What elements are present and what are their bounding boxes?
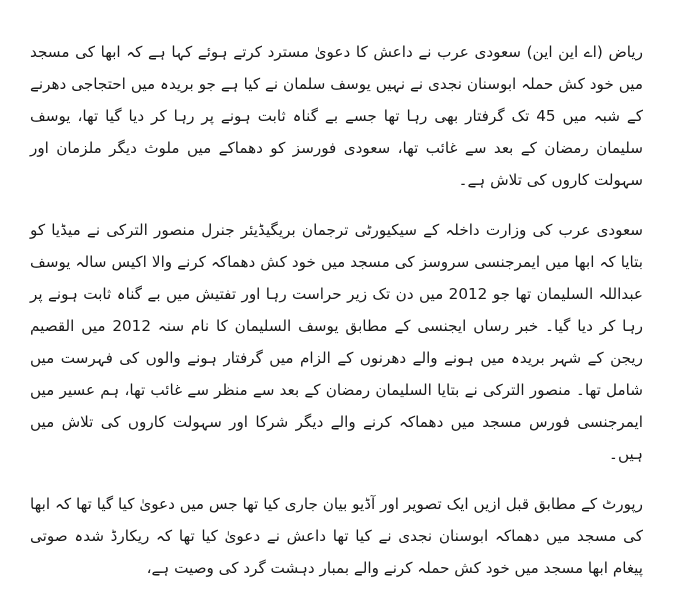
article-body (30, 36, 643, 602)
article-paragraph-2: سعودی عرب کی وزارت داخلہ کے سیکیورٹی ترجمان بریگیڈیئر جنرل منصور الترکی نے میڈیا کو بتایا کہ ابھا میں ایمرجنسی سروسز کی مسجد میں خود کش دھماکہ کرنے والا اکیس سالہ یوسف عبداللہ السلیمان تھا جو 2012 میں دن تک زیر حراست رہا اور تفتیش میں بے گناہ ثابت ہونے پر رہا کر دیا گیا۔ خبر رساں ایجنسی کے مطابق یوسف السلیمان کا نام سنہ 2012 میں القصیم ریجن کے شہر بریدہ میں ہونے والے دھرنوں کے الزام میں گرفتار ہونے والوں کی فہرست میں شامل تھا۔ منصور الترکی نے بتایا السلیمان رمضان کے بعد سے منظر سے غائب تھا، ہم عسیر میں ایمرجنسی فورس مسجد میں دھماکہ کرنے والے دیگر شرکا اور سہولت کاروں کی تلاش میں ہیں۔ (30, 221, 643, 463)
article-paragraph-3: رپورٹ کے مطابق قبل ازیں ایک تصویر اور آڈیو بیان جاری کیا تھا جس میں دعویٰ کیا گیا تھا کہ ابھا کی مسجد میں دھماکہ ابوسنان نجدی نے کیا تھا داعش نے دعویٰ کیا تھا کہ ریکارڈ شدہ صوتی پیغام ابھا مسجد میں خود کش حملہ کرنے والے بمبار دہشت گرد کی وصیت ہے، (30, 495, 643, 577)
article-paragraph-1: ریاض (اے این این) سعودی عرب نے داعش کا دعویٰ مسترد کرتے ہوئے کہا ہے کہ ابھا کی مسجد میں خود کش حملہ ابوسنان نجدی نے نہیں یوسف سلمان نے کیا ہے جو بریدہ میں احتجاجی دھرنے کے شبہ میں 45 تک گرفتار بھی رہا تھا جسے بے گناہ ثابت ہونے پر رہا کر دیا گیا تھا، یوسف سلیمان رمضان کے بعد سے غائب تھا، سعودی فورسز کو دھماکے میں ملوث دیگر ملزمان اور سہولت کاروں کی تلاش ہے۔ (30, 43, 643, 189)
